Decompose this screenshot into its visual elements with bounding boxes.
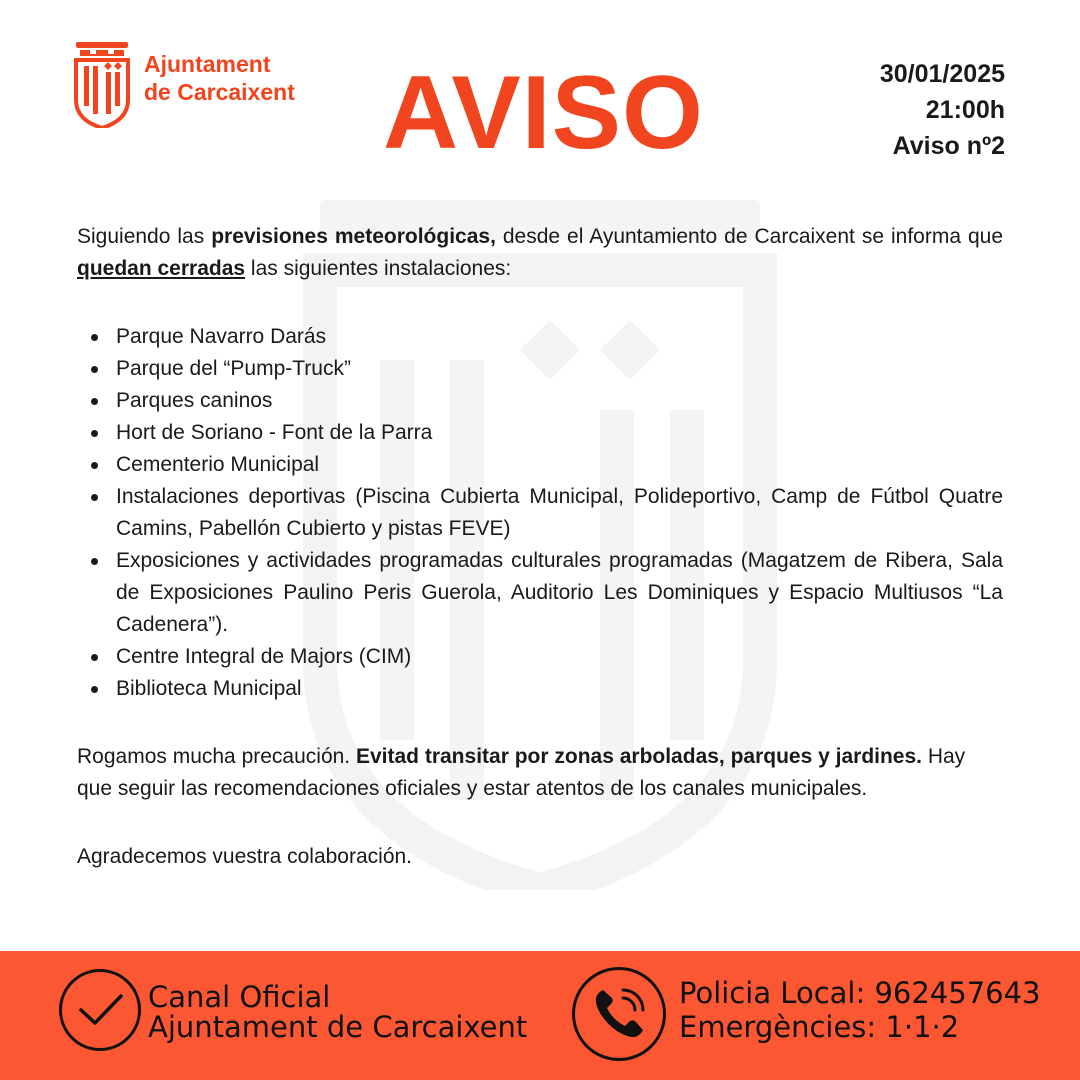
police-phone: Policia Local: 962457643 [679,976,1041,1010]
list-item: Exposiciones y actividades programadas culturales programadas (Magatzem de Ribera, Sala de Exposiciones Paulino Peris Guerola, Auditorio Les Dominiques y Espacio Multiusos “La Cadenera”). [116,545,1003,641]
emergency-contacts [679,976,1041,1044]
notice-meta [880,56,1005,164]
intro-bold: previsiones meteorológicas, [211,225,496,248]
notice-body [77,221,1003,873]
list-item: Hort de Soriano - Font de la Parra [116,417,1003,449]
org-name [144,50,295,106]
canal-line1: Canal Oficial [148,980,331,1014]
precaution-bold: Evitad transitar por zonas arboladas, parques y jardines. [355,745,922,768]
list-item: Parques caninos [116,385,1003,417]
thanks-paragraph: Agradecemos vuestra colaboración. [77,845,413,868]
precaution-text-1: Rogamos mucha precaución. [77,745,356,768]
intro-paragraph [77,221,1003,285]
intro-text-1: Siguiendo las [77,225,212,248]
notice-number: Aviso nº2 [892,132,1005,160]
list-item: Instalaciones deportivas (Piscina Cubierta Municipal, Polideportivo, Camp de Fútbol Quatre Camins, Pabellón Cubierto y pistas FEVE) [116,481,1003,545]
check-icon [59,969,141,1051]
precaution-text-2: Hay que seguir las recomendaciones oficiales y estar atentos de los canales municipales. [77,745,966,800]
intro-underlined: quedan cerradas [77,257,246,280]
page-title: AVISO [383,55,704,171]
footer-bar [0,951,1080,1080]
list-item: Parque Navarro Darás [116,321,1003,353]
precaution-paragraph [77,741,1003,805]
list-item: Centre Integral de Majors (CIM) [116,641,1003,673]
list-item: Biblioteca Municipal [116,673,1003,705]
logo [74,42,295,128]
phone-icon [572,967,666,1061]
notice-time: 21:00h [925,96,1005,124]
official-channel [148,982,527,1042]
crest-icon [74,42,130,128]
intro-text-3: las siguientes instalaciones: [245,257,512,280]
emergency-phone: Emergències: 1·1·2 [679,1010,960,1044]
intro-text-2: desde el Ayuntamiento de Carcaixent se informa que [495,225,1003,248]
list-item: Cementerio Municipal [116,449,1003,481]
canal-line2: Ajuntament de Carcaixent [148,1010,528,1044]
notice-date: 30/01/2025 [879,60,1005,88]
org-name-line2: de Carcaixent [144,79,295,105]
org-name-line1: Ajuntament [144,51,271,77]
list-item: Parque del “Pump-Truck” [116,353,1003,385]
facilities-list [77,321,1003,705]
